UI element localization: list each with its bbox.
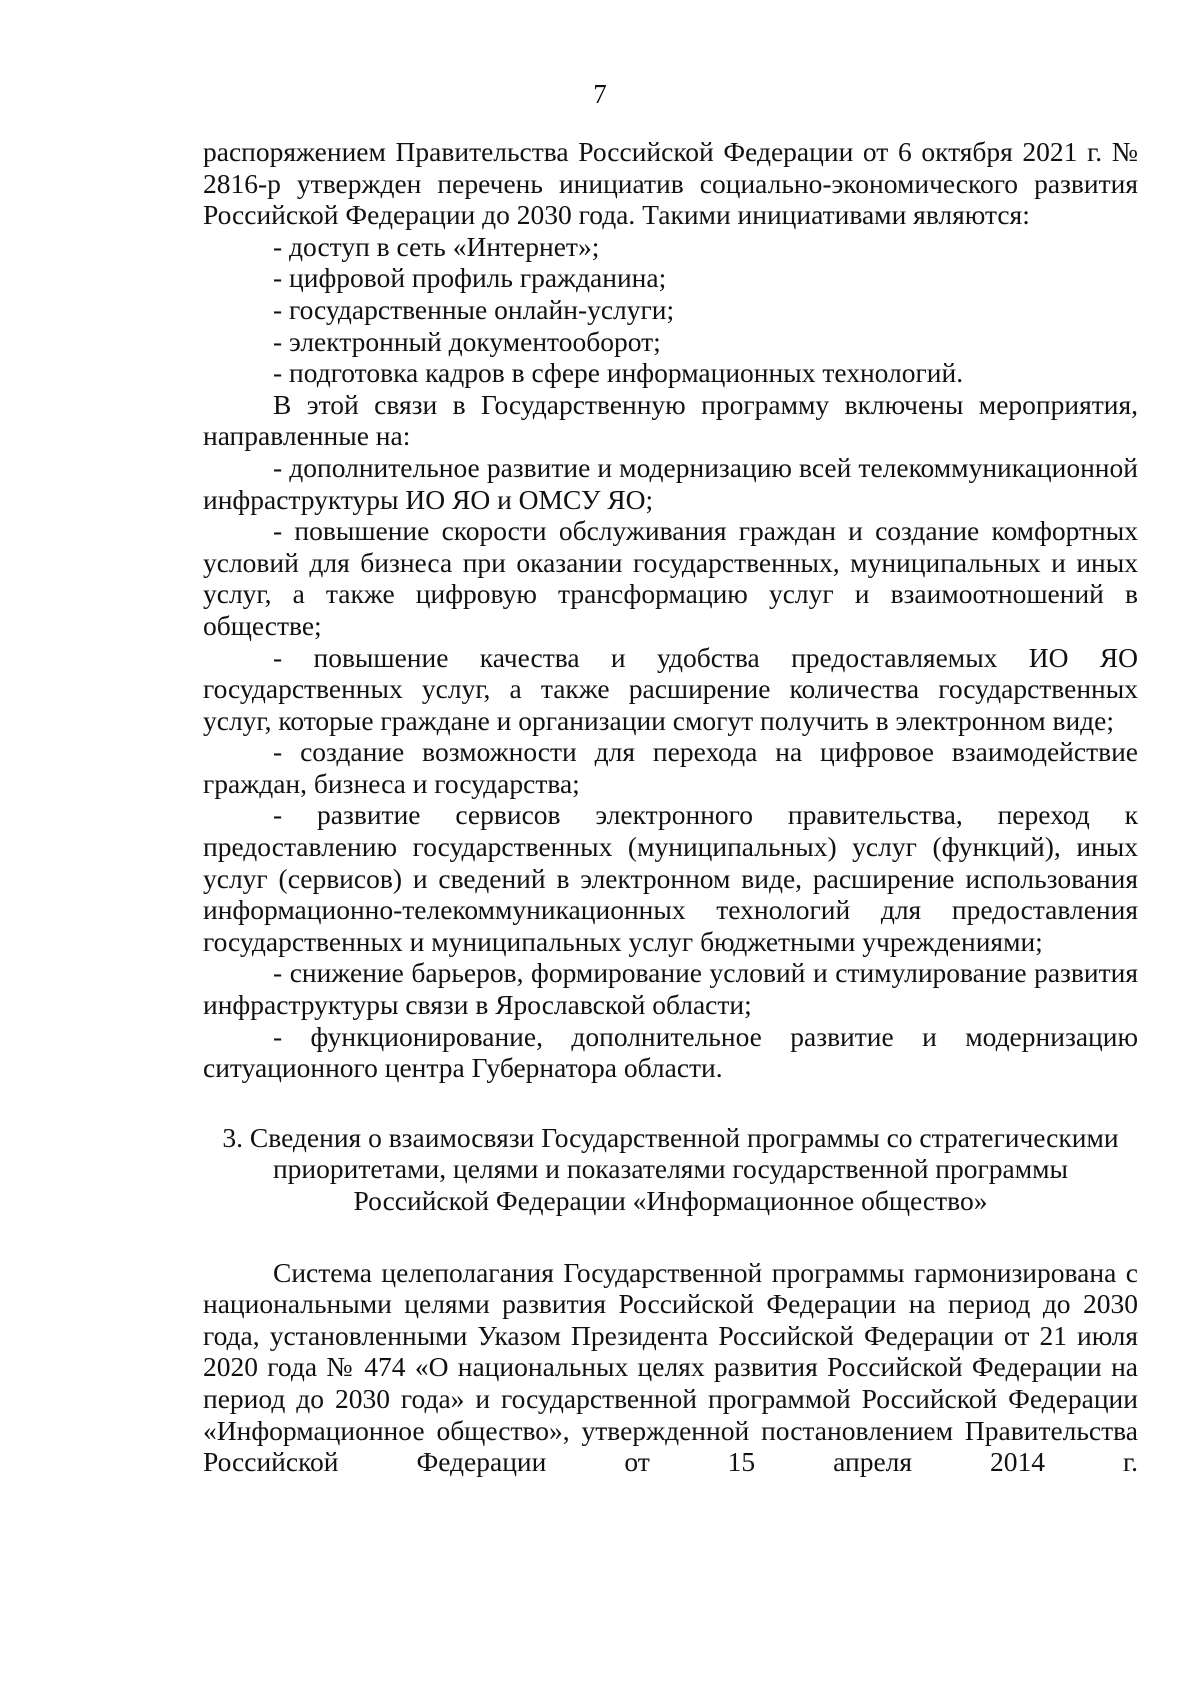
- list-item-barrier-reduction: - снижение барьеров, формирование условий и стимулирование развития инфраструктуры связи в Ярославской области;: [203, 957, 1138, 1021]
- document-body: [203, 136, 1138, 1478]
- list-item-telecom-infrastructure: - дополнительное развитие и модернизацию всей телекоммуникационной инфраструктуры ИО ЯО и ОМСУ ЯО;: [203, 451, 1138, 515]
- list-item-it-personnel-training: - подготовка кадров в сфере информационных технологий.: [273, 357, 964, 389]
- list-item-situation-center: - функционирование, дополнительное развитие и модернизацию ситуационного центра Губернатора области.: [203, 1020, 1138, 1084]
- list-item-online-services: - государственные онлайн-услуги;: [273, 293, 675, 325]
- paragraph-goal-setting-system: Система целеполагания Государственной программы гармонизирована с национальными целями развития Российской Федерации на период до 2030 года, установленными Указом Президента Российской Федерации от 21 июля 2020 года № 474 «О национальных целях развития Российской Федерации на период до 2030 года» и государственной программой Российской Федерации «Информационное общество», утвержденной постановлением Правительства Российской Федерации от 15 апреля 2014 г.: [203, 1256, 1138, 1478]
- section-heading: [203, 1122, 1138, 1217]
- list-item-digital-profile: - цифровой профиль гражданина;: [273, 262, 667, 294]
- section-heading-line: Российской Федерации «Информационное общество»: [353, 1185, 988, 1216]
- page-number: 7: [593, 79, 607, 109]
- paragraph-program-measures-intro: В этой связи в Государственную программу включены мероприятия, направленные на:: [203, 388, 1138, 452]
- section-heading-line: приоритетами, целями и показателями государственной программы: [272, 1153, 1069, 1185]
- section-heading-line: 3. Сведения о взаимосвязи Государственной программы со стратегическими: [222, 1121, 1119, 1153]
- list-item-electronic-document-flow: - электронный документооборот;: [273, 325, 661, 357]
- paragraph-ordinance-reference: распоряжением Правительства Российской Федерации от 6 октября 2021 г. № 2816-р утвержден перечень инициатив социально-экономического развития Российской Федерации до 2030 года. Такими инициативами являются:: [203, 136, 1138, 231]
- list-item-internet-access: - доступ в сеть «Интернет»;: [273, 230, 600, 262]
- list-item-service-quality: - повышение качества и удобства предоставляемых ИО ЯО государственных услуг, а также расширение количества государственных услуг, которые граждане и организации смогут получить в электронном виде;: [203, 641, 1138, 736]
- list-item-service-speed: - повышение скорости обслуживания граждан и создание комфортных условий для бизнеса при оказании государственных, муниципальных и иных услуг, а также цифровую трансформацию услуг и взаимоотношений в обществе;: [203, 515, 1138, 641]
- list-item-e-government: - развитие сервисов электронного правительства, переход к предоставлению государственных (муниципальных) услуг (функций), иных услуг (сервисов) и сведений в электронном виде, расширение использования информационно-телекоммуникационных технологий для предоставления государственных и муниципальных услуг бюджетными учреждениями;: [203, 799, 1138, 957]
- list-item-digital-interaction: - создание возможности для перехода на цифровое взаимодействие граждан, бизнеса и государства;: [203, 736, 1138, 799]
